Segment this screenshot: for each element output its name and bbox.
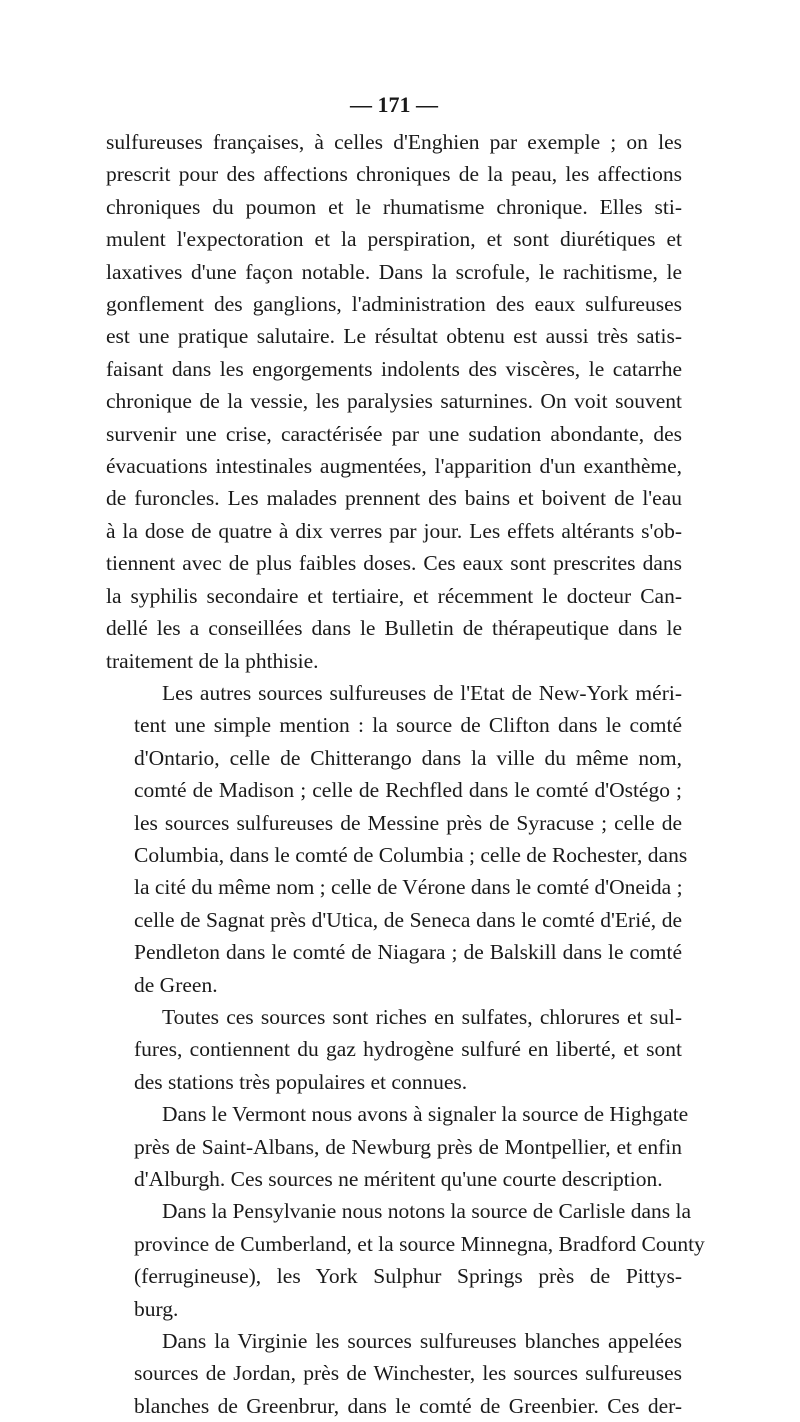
text-line: Dans la Pensylvanie nous notons la source de Carlisle dans la [162, 1199, 692, 1224]
text-line: est une pratique salutaire. Le résultat obtenu est aussi très satis- [106, 324, 682, 349]
text-line: Pendleton dans le comté de Niagara ; de Balskill dans le comté [134, 940, 682, 965]
text-line: la syphilis secondaire et tertiaire, et récemment le docteur Can- [106, 583, 682, 608]
text-line: Toutes ces sources sont riches en sulfates, chlorures et sul- [162, 1004, 682, 1029]
paragraph-virginie [106, 1325, 682, 1422]
paragraph-pensylvanie [106, 1195, 705, 1325]
text-line: des stations très populaires et connues. [134, 1069, 468, 1094]
text-line: Columbia, dans le comté de Columbia ; celle de Rochester, dans [134, 842, 688, 867]
paragraph-sources-composition [106, 1001, 682, 1098]
paragraph-vermont [106, 1098, 689, 1195]
text-line: survenir une crise, caractérisée par une sudation abondante, des [106, 421, 682, 446]
text-line: à la dose de quatre à dix verres par jour. Les effets altérants s'ob- [106, 518, 682, 543]
book-page [106, 90, 705, 1422]
text-line: sources de Jordan, près de Winchester, les sources sulfureuses [134, 1361, 682, 1386]
text-line: d'Alburgh. Ces sources ne méritent qu'une courte description. [134, 1167, 663, 1191]
text-line: sulfureuses françaises, à celles d'Enghien par exemple ; on les [106, 130, 682, 154]
text-line: les sources sulfureuses de Messine près de Syracuse ; celle de [134, 810, 682, 835]
text-line: de furoncles. Les malades prennent des bains et boivent de l'eau [106, 486, 682, 511]
text-line: laxatives d'une façon notable. Dans la scrofule, le rachitisme, le [106, 259, 682, 284]
text-line: Les autres sources sulfureuses de l'Etat de New-York méri- [162, 680, 682, 705]
text-line: blanches de Greenbrur, dans le comté de Greenbier. Ces der- [134, 1393, 682, 1418]
text-line: la cité du même nom ; celle de Vérone dans le comté d'Oneida ; [134, 875, 683, 900]
text-line: traitement de la phthisie. [106, 648, 319, 673]
text-line: burg. [134, 1296, 179, 1321]
text-line: comté de Madison ; celle de Rechfled dans le comté d'Ostégo ; [134, 778, 682, 803]
text-line: Dans le Vermont nous avons à signaler la source de Highgate [162, 1102, 689, 1127]
text-line: tent une simple mention : la source de Clifton dans le comté [134, 713, 682, 738]
text-line: mulent l'expectoration et la perspiration, et sont diurétiques et [106, 227, 682, 252]
text-line: tiennent avec de plus faibles doses. Ces eaux sont prescrites dans [106, 551, 682, 576]
text-line: d'Ontario, celle de Chitterango dans la ville du même nom, [134, 745, 682, 770]
text-line: près de Saint-Albans, de Newburg près de Montpellier, et enfin [134, 1134, 682, 1159]
paragraph-new-york-sources [106, 677, 688, 1001]
text-line: celle de Sagnat près d'Utica, de Seneca dans le comté d'Erié, de [134, 907, 682, 932]
page-number: — 171 — [350, 92, 438, 117]
text-line: évacuations intestinales augmentées, l'apparition d'un exanthème, [106, 454, 682, 479]
text-line: Dans la Virginie les sources sulfureuses blanches appelées [162, 1329, 682, 1354]
text-line: prescrit pour des affections chroniques de la peau, les affections [106, 162, 682, 187]
paragraph-sulfurous-french [106, 126, 682, 677]
text-line: fures, contiennent du gaz hydrogène sulfuré en liberté, et sont [134, 1037, 682, 1062]
text-line: (ferrugineuse), les York Sulphur Springs près de Pittys- [134, 1264, 682, 1289]
text-line: chronique de la vessie, les paralysies saturnines. On voit souvent [106, 389, 682, 414]
text-line: province de Cumberland, et la source Minnegna, Bradford County [134, 1231, 705, 1256]
text-line: chroniques du poumon et le rhumatisme chronique. Elles sti- [106, 194, 682, 219]
text-line: dellé les a conseillées dans le Bulletin de thérapeutique dans le [106, 616, 682, 641]
text-line: faisant dans les engorgements indolents des viscères, le catarrhe [106, 356, 682, 381]
text-line: de Green. [134, 972, 218, 997]
text-line: gonflement des ganglions, l'administration des eaux sulfureuses [106, 292, 682, 317]
text-line-with-italic [106, 612, 682, 644]
